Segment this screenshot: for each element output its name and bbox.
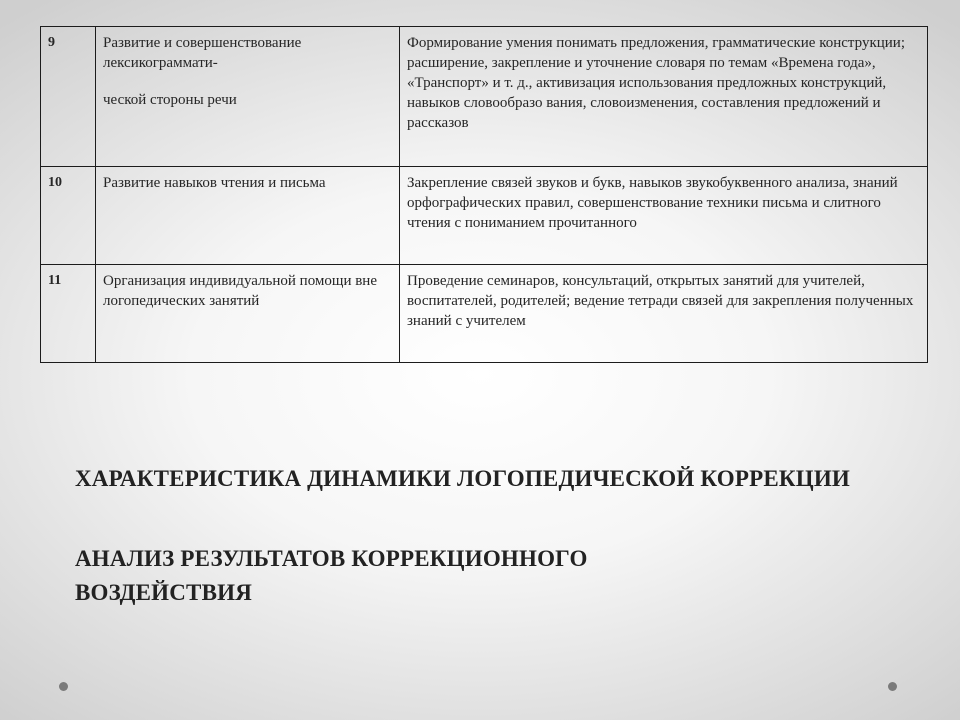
decorative-dot-right — [888, 682, 897, 691]
table-row — [41, 167, 928, 265]
row-topic: Организация индивидуальной помощи вне логопедических занятий — [96, 265, 400, 363]
decorative-dot-left — [59, 682, 68, 691]
row-topic — [96, 27, 400, 167]
table-row — [41, 27, 928, 167]
row-topic-line1: Развитие и совершенствование лексикограммати- — [103, 35, 302, 71]
row-content: Закрепление связей звуков и букв, навыков звукобуквенного анализа, знаний орфографических правил, совершенствование техники письма и слитного чтения с пониманием прочитанного — [400, 167, 928, 265]
row-topic: Развитие навыков чтения и письма — [96, 167, 400, 265]
row-topic-line2: ческой стороны речи — [103, 92, 237, 108]
analysis-heading: АНАЛИЗ РЕЗУЛЬТАТОВ КОРРЕКЦИОННОГО ВОЗДЕЙСТВИЯ — [75, 546, 588, 605]
row-content: Проведение семинаров, консультаций, открытых занятий для учителей, воспитателей, родителей; ведение тетради связей для закрепления полученных знаний с учителем — [400, 265, 928, 363]
row-number: 11 — [41, 265, 96, 363]
row-number: 9 — [41, 27, 96, 167]
dynamics-heading: ХАРАКТЕРИСТИКА ДИНАМИКИ ЛОГОПЕДИЧЕСКОЙ КОРРЕКЦИИ — [75, 466, 851, 491]
correction-plan-table — [40, 26, 928, 363]
table-row — [41, 265, 928, 363]
row-number: 10 — [41, 167, 96, 265]
row-content: Формирование умения понимать предложения, грамматические конструкции; расширение, закрепление и уточнение словаря по темам «Времена года», «Транспорт» и т. д., активизация использования предложных конструкций, навыков словообразо вания, словоизменения, составления предложений и рассказов — [400, 27, 928, 167]
